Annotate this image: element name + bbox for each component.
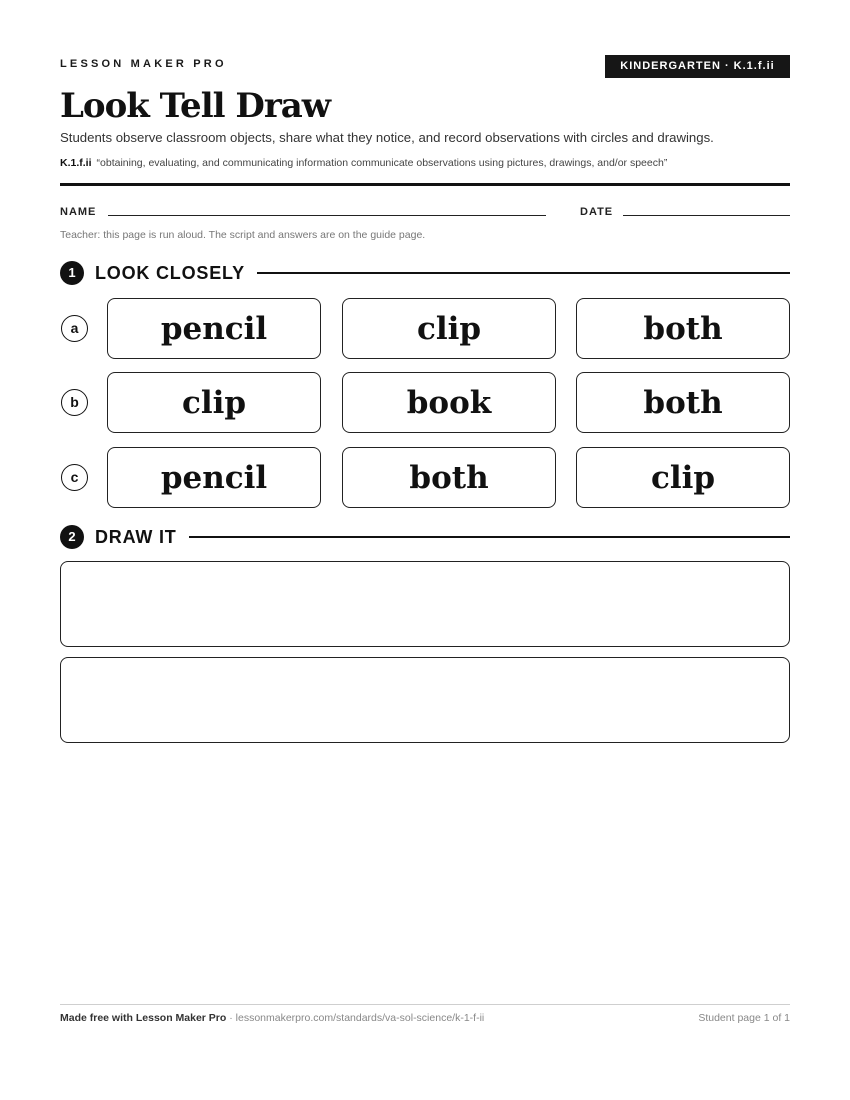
section-title: DRAW IT [95, 526, 177, 547]
footer-url[interactable]: lessonmakerpro.com/standards/va-sol-science/k-1-f-ii [235, 1012, 485, 1024]
standard-code: K.1.f.ii [60, 157, 92, 169]
footer-separator: · [226, 1012, 236, 1024]
choice-card[interactable]: book [342, 372, 556, 433]
drawing-box-1[interactable] [60, 561, 790, 647]
section-rule [189, 536, 790, 538]
footer-credit [60, 1012, 484, 1024]
section-draw-it-header [60, 525, 790, 549]
standard-line [60, 157, 667, 169]
choice-card[interactable]: pencil [107, 447, 321, 508]
worksheet-title: Look Tell Draw [60, 86, 331, 126]
date-label: DATE [580, 206, 614, 218]
standard-text: “obtaining, evaluating, and communicating information communicate observations using pictures, drawings, and/or speech” [96, 157, 668, 169]
choice-card[interactable]: both [342, 447, 556, 508]
section-number-badge: 1 [60, 261, 84, 285]
footer-page-info: Student page 1 of 1 [698, 1012, 790, 1024]
row-label-a: a [61, 315, 88, 342]
row-label-c: c [61, 464, 88, 491]
choice-card[interactable]: clip [576, 447, 790, 508]
section-number-badge: 2 [60, 525, 84, 549]
choice-card[interactable]: both [576, 298, 790, 359]
choice-card[interactable]: clip [342, 298, 556, 359]
name-label: NAME [60, 206, 97, 218]
name-field[interactable] [108, 215, 546, 216]
worksheet-subtitle: Students observe classroom objects, share what they notice, and record observations with circles and drawings. [60, 130, 714, 145]
section-look-closely-header [60, 261, 790, 285]
row-label-b: b [61, 389, 88, 416]
drawing-box-2[interactable] [60, 657, 790, 743]
grade-badge: KINDERGARTEN · K.1.f.ii [605, 55, 790, 78]
footer-divider [60, 1004, 790, 1005]
teacher-note: Teacher: this page is run aloud. The script and answers are on the guide page. [60, 229, 426, 241]
brand-name: LESSON MAKER PRO [60, 58, 227, 70]
header-divider [60, 183, 790, 186]
choice-card[interactable]: pencil [107, 298, 321, 359]
footer-made-with: Made free with Lesson Maker Pro [60, 1012, 227, 1024]
section-rule [257, 272, 790, 274]
date-field[interactable] [623, 215, 790, 216]
choice-card[interactable]: clip [107, 372, 321, 433]
choice-card[interactable]: both [576, 372, 790, 433]
section-title: LOOK CLOSELY [95, 262, 245, 283]
